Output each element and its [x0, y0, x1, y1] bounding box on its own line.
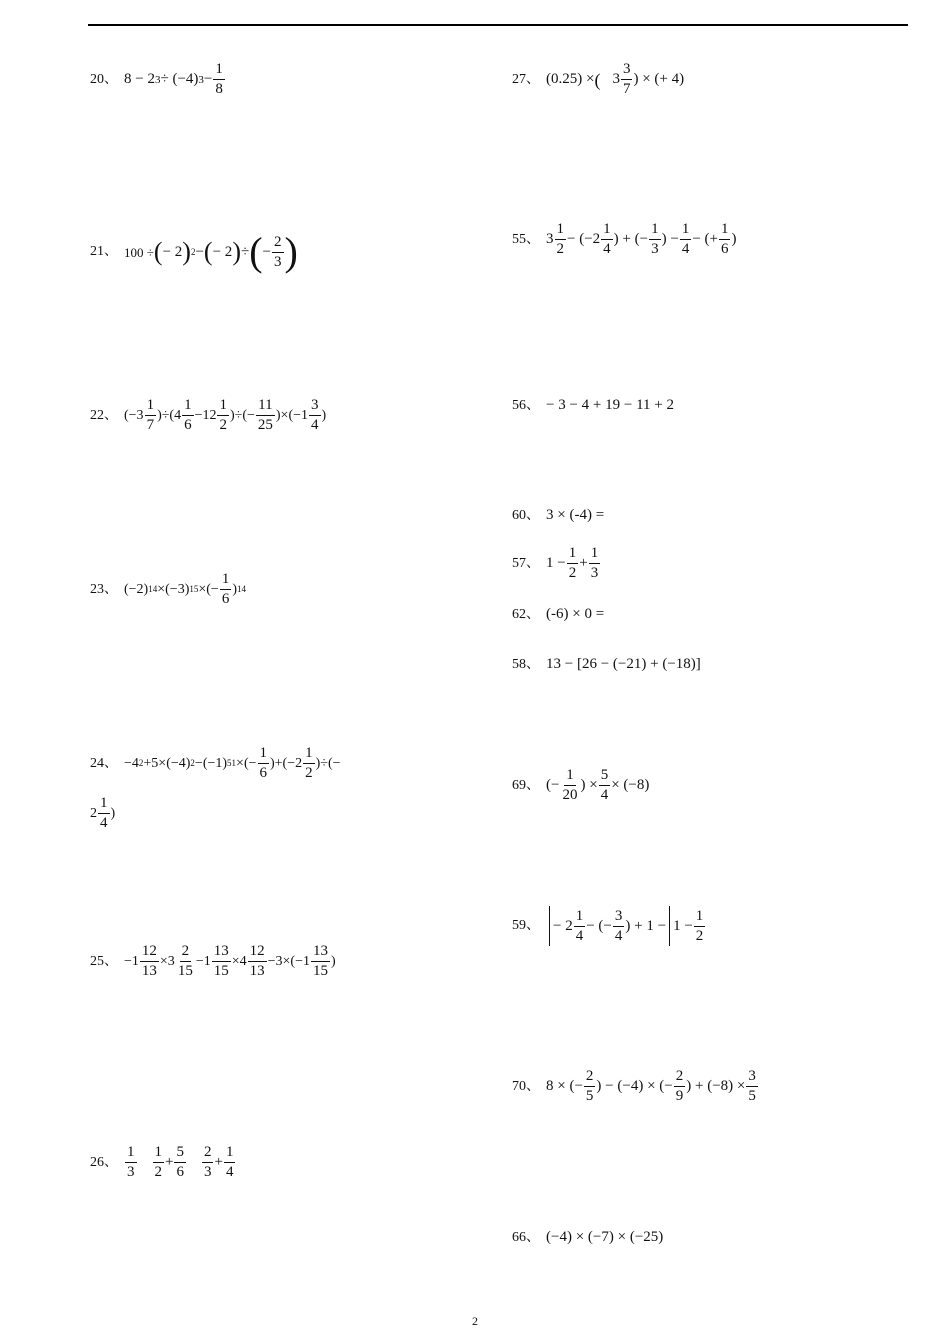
- fraction: $\frac{1}{3}$: [590, 545, 599, 581]
- fraction: $\frac{1}{2}$: [305, 745, 313, 781]
- problem-number: 25、: [90, 953, 118, 969]
- problem-69: 69、 (− $\frac{1}{20}$ ) × $\frac{5}{4}$ × (−8): [512, 767, 650, 803]
- fraction: $\frac{1}{2}$: [556, 221, 564, 257]
- problem-number: 70、: [512, 1078, 540, 1094]
- fraction: $\frac{1}{4}$: [681, 221, 690, 257]
- problem-27: 27、 ( 0.25) × ( 3 $\frac{3}{7}$ ) × (+ 4): [512, 61, 685, 97]
- fraction: $\frac{5}{6}$: [176, 1144, 184, 1180]
- fraction: $\frac{1}{7}$: [146, 397, 155, 433]
- fraction: $\frac{1}{3}$: [127, 1144, 135, 1180]
- fraction: $\frac{12}{13}$: [141, 943, 157, 979]
- problem-number: 57、: [512, 555, 540, 571]
- problem-number: 60、: [512, 507, 540, 523]
- problem-number: 56、: [512, 397, 540, 413]
- fraction: $\frac{1}{6}$: [259, 745, 267, 781]
- problem-number: 69、: [512, 777, 540, 793]
- problem-24: 24、 −4 2 +5×(−4) 2 −(−1) 51 ×(− $\frac{1}{6}$ )+(−2 $\frac{1}{2}$ )÷(−: [90, 745, 341, 781]
- problem-58: 58、 13 − [26 − (−21) + (−18)]: [512, 656, 701, 672]
- problem-21: 21、 100 ÷ ( − 2 ) 2 − ( − 2 ) ÷ ( − $\frac{2}{3}$ ): [90, 229, 298, 274]
- problem-number: 62、: [512, 606, 540, 622]
- problem-66: 66、 (−4) × (−7) × (−25): [512, 1229, 664, 1245]
- problem-24-continued: 2 $\frac{1}{4}$ ): [90, 795, 116, 831]
- fraction: $\frac{2}{9}$: [675, 1068, 684, 1104]
- fraction: $\frac{2}{5}$: [585, 1068, 594, 1104]
- problem-number: 59、: [512, 918, 540, 933]
- problem-number: 27、: [512, 71, 540, 87]
- fraction: $\frac{1}{2}$: [695, 907, 704, 944]
- fraction: $\frac{1}{4}$: [603, 221, 611, 257]
- problem-70: 70、 8 × (− $\frac{2}{5}$ ) − (−4) × (− $\frac{2}{9}$ ) + (−8) × $\frac{3}{5}$: [512, 1068, 756, 1104]
- fraction: $\frac{2}{15}$: [177, 943, 193, 979]
- fraction: $\frac{1}{2}$: [568, 545, 577, 581]
- fraction: $\frac{1}{4}$: [575, 907, 584, 944]
- problem-number: 22、: [90, 407, 118, 423]
- absolute-value-bar: [549, 906, 550, 946]
- fraction: $\frac{11}{25}$: [257, 397, 273, 433]
- fraction: $\frac{1}{2}$: [219, 397, 227, 433]
- fraction: $\frac{5}{4}$: [600, 767, 609, 803]
- fraction: $\frac{1}{3}$: [651, 221, 659, 257]
- problem-25: 25、 −1 $\frac{12}{13}$ ×3 $\frac{2}{15}$ −1 $\frac{13}{15}$ ×4 $\frac{12}{13}$ −3×(−1 $\frac{13}{15}$ ): [90, 943, 336, 979]
- fraction: $\frac{12}{13}$: [249, 943, 265, 979]
- fraction: $\frac{1}{4}$: [100, 795, 108, 831]
- fraction: $\frac{13}{15}$: [312, 943, 328, 979]
- problem-number: 23、: [90, 581, 118, 597]
- fraction: $\frac{1}{4}$: [225, 1144, 234, 1180]
- problem-56: 56、 − 3 − 4 + 19 − 11 + 2: [512, 397, 674, 413]
- fraction: $\frac{2}{3}$: [203, 1144, 212, 1180]
- fraction: $\frac{1}{20}$: [562, 767, 578, 803]
- problem-59: 59、 − 2 $\frac{1}{4}$ − (− $\frac{3}{4}$ ) + 1 − 1 − $\frac{1}{2}$: [512, 906, 706, 946]
- absolute-value-bar: [669, 906, 670, 946]
- fraction: $\frac{13}{15}$: [213, 943, 229, 979]
- problem-60: 60、 3 × (-4) =: [512, 507, 605, 523]
- fraction: $\frac{1}{2}$: [154, 1144, 162, 1180]
- fraction: $\frac{1}{6}$: [184, 397, 192, 433]
- problem-22: 22、 (−3 $\frac{1}{7}$ )÷(4 $\frac{1}{6}$ −12 $\frac{1}{2}$ )÷(− $\frac{11}{25}$ )×(−1 $\frac{3}{4}$ ): [90, 397, 327, 433]
- problem-number: 24、: [90, 755, 118, 771]
- problem-23: 23、 (−2) 14 ×(−3) 15 ×(− $\frac{1}{6}$ ) 14: [90, 571, 246, 607]
- problem-57: 57、 1 − $\frac{1}{2}$ + $\frac{1}{3}$: [512, 545, 599, 581]
- header-rule: [88, 24, 908, 26]
- problem-number: 21、: [90, 244, 118, 259]
- fraction: $\frac{3}{4}$: [614, 907, 623, 944]
- problem-number: 66、: [512, 1229, 540, 1245]
- problem-55: 55、 3 $\frac{1}{2}$ − (−2 $\frac{1}{4}$ ) + (− $\frac{1}{3}$ ) − $\frac{1}{4}$ − (+ $\frac{1}{6}$ ): [512, 221, 737, 257]
- fraction: $\frac{3}{4}$: [311, 397, 319, 433]
- fraction: $\frac{1}{6}$: [720, 221, 729, 257]
- problem-26: 26、 $\frac{1}{3}$ $\frac{1}{2}$ + $\frac{5}{6}$ $\frac{2}{3}$ + $\frac{1}{4}$: [90, 1144, 234, 1180]
- fraction: $\frac{3}{5}$: [748, 1068, 756, 1104]
- page-number: 2: [472, 1314, 478, 1328]
- problem-62: 62、 (-6) × 0 =: [512, 606, 605, 622]
- fraction: $\frac{1}{8}$: [215, 61, 223, 97]
- fraction: $\frac{3}{7}$: [622, 61, 631, 97]
- problem-20: 20、 8 − 2 3 ÷ (−4) 3 − $\frac{1}{8}$: [90, 61, 223, 97]
- problem-number: 20、: [90, 71, 118, 87]
- fraction: $\frac{2}{3}$: [274, 233, 282, 270]
- problem-number: 26、: [90, 1154, 118, 1170]
- fraction: $\frac{1}{6}$: [221, 571, 230, 607]
- problem-number: 55、: [512, 231, 540, 247]
- problem-number: 58、: [512, 656, 540, 672]
